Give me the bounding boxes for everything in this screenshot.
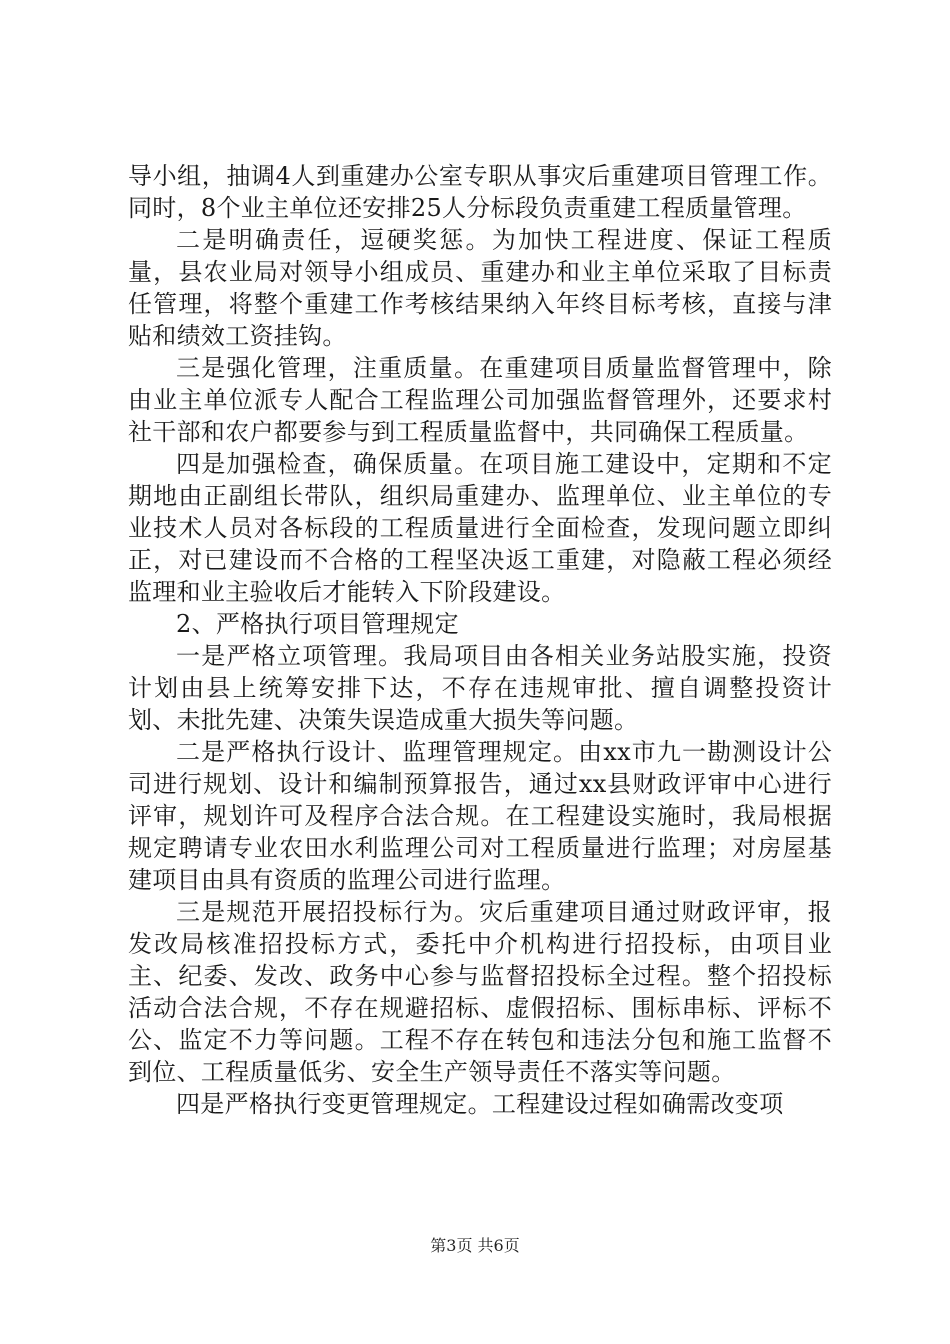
paragraph-responsibility: 二是明确责任，逗硬奖惩。为加快工程进度、保证工程质量，县农业局对领导小组成员、重建办和业主单位采取了目标责任管理，将整个重建工作考核结果纳入年终目标考核，直接与津贴和绩效工资挂钩。 — [128, 226, 832, 350]
paragraph-management: 三是强化管理，注重质量。在重建项目质量监督管理中，除由业主单位派专人配合工程监理公司加强监督管理外，还要求村社干部和农户都要参与到工程质量监督中，共同确保工程质量。 — [128, 354, 832, 446]
page-number-footer: 第3页 共6页 — [430, 1236, 520, 1255]
document-body — [128, 160, 832, 1120]
paragraph-project-approval: 一是严格立项管理。我局项目由各相关业务站股实施，投资计划由县上统筹安排下达，不存在违规审批、擅自调整投资计划、未批先建、决策失误造成重大损失等问题。 — [128, 642, 832, 734]
paragraph-continuation: 导小组，抽调4人到重建办公室专职从事灾后重建项目管理工作。同时，8个业主单位还安排25人分标段负责重建工程质量管理。 — [128, 162, 832, 222]
paragraph-inspection: 四是加强检查，确保质量。在项目施工建设中，定期和不定期地由正副组长带队，组织局重建办、监理单位、业主单位的专业技术人员对各标段的工程质量进行全面检查，发现问题立即纠正，对已建设而不合格的工程坚决返工重建，对隐蔽工程必须经监理和业主验收后才能转入下阶段建设。 — [128, 450, 832, 606]
paragraph-change-management: 四是严格执行变更管理规定。工程建设过程如确需改变项 — [176, 1090, 784, 1118]
paragraph-bidding: 三是规范开展招投标行为。灾后重建项目通过财政评审，报发改局核准招投标方式，委托中介机构进行招投标，由项目业主、纪委、发改、政务中心参与监督招投标全过程。整个招投标活动合法合规，不存在规避招标、虚假招标、围标串标、评标不公、监定不力等问题。工程不存在转包和违法分包和施工监督不到位、工程质量低劣、安全生产领导责任不落实等问题。 — [128, 898, 832, 1086]
paragraph-design-supervision: 二是严格执行设计、监理管理规定。由xx市九一勘测设计公司进行规划、设计和编制预算报告，通过xx县财政评审中心进行评审，规划许可及程序合法合规。在工程建设实施时，我局根据规定聘请专业农田水利监理公司对工程质量进行监理；对房屋基建项目由具有资质的监理公司进行监理。 — [128, 738, 832, 894]
section-heading: 2、严格执行项目管理规定 — [176, 610, 459, 638]
